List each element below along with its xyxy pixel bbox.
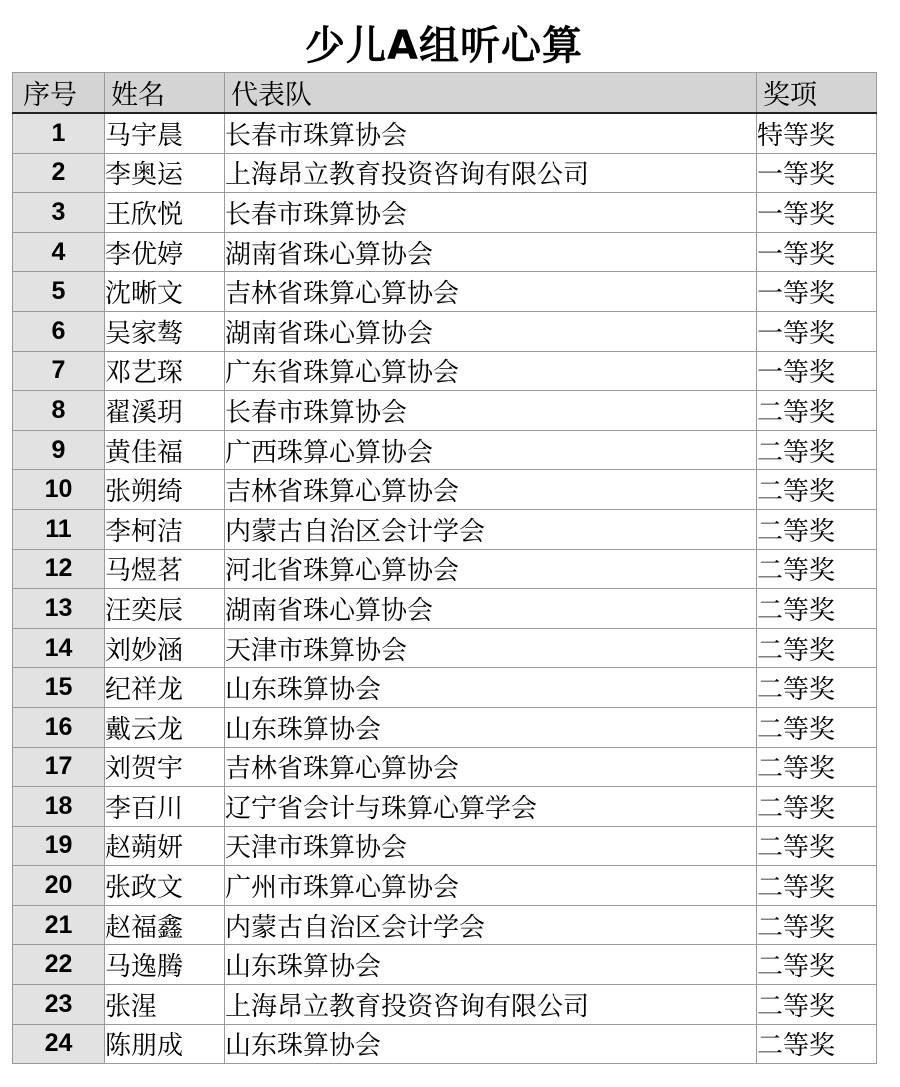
award-cell: 一等奖 — [757, 153, 877, 193]
team-cell: 辽宁省会计与珠算心算学会 — [225, 787, 757, 827]
team-cell: 山东珠算协会 — [225, 668, 757, 708]
name-cell: 王欣悦 — [105, 193, 225, 233]
name-cell: 吴家骜 — [105, 311, 225, 351]
header-award: 奖项 — [757, 73, 877, 114]
team-cell: 天津市珠算协会 — [225, 826, 757, 866]
rank-cell: 1 — [13, 113, 105, 153]
award-cell: 二等奖 — [757, 470, 877, 510]
rank-cell: 8 — [13, 391, 105, 431]
award-cell: 二等奖 — [757, 391, 877, 431]
table-row — [13, 153, 877, 193]
table-row — [13, 945, 877, 985]
award-cell: 二等奖 — [757, 628, 877, 668]
table-row — [13, 272, 877, 312]
table-row — [13, 787, 877, 827]
rank-cell: 6 — [13, 311, 105, 351]
team-cell: 内蒙古自治区会计学会 — [225, 905, 757, 945]
header-number: 序号 — [13, 73, 105, 114]
team-cell: 湖南省珠心算协会 — [225, 311, 757, 351]
rank-cell: 18 — [13, 787, 105, 827]
name-cell: 沈晰文 — [105, 272, 225, 312]
name-cell: 邓艺琛 — [105, 351, 225, 391]
name-cell: 李柯洁 — [105, 509, 225, 549]
team-cell: 上海昂立教育投资咨询有限公司 — [225, 153, 757, 193]
team-cell: 长春市珠算协会 — [225, 391, 757, 431]
rank-cell: 22 — [13, 945, 105, 985]
table-row — [13, 668, 877, 708]
table-row — [13, 311, 877, 351]
table-row — [13, 549, 877, 589]
rank-cell: 23 — [13, 985, 105, 1025]
name-cell: 纪祥龙 — [105, 668, 225, 708]
page-title: 少儿A组听心算 — [305, 23, 583, 69]
team-cell: 广西珠算心算协会 — [225, 430, 757, 470]
award-cell: 一等奖 — [757, 272, 877, 312]
header-team: 代表队 — [225, 73, 757, 114]
name-cell: 翟溪玥 — [105, 391, 225, 431]
table-row — [13, 232, 877, 272]
name-cell: 张政文 — [105, 866, 225, 906]
rank-cell: 10 — [13, 470, 105, 510]
rank-cell: 2 — [13, 153, 105, 193]
award-cell: 二等奖 — [757, 945, 877, 985]
header-row — [13, 73, 877, 114]
rank-cell: 4 — [13, 232, 105, 272]
award-cell: 二等奖 — [757, 707, 877, 747]
table-row — [13, 826, 877, 866]
team-cell: 山东珠算协会 — [225, 707, 757, 747]
award-cell: 一等奖 — [757, 351, 877, 391]
award-cell: 一等奖 — [757, 232, 877, 272]
rank-cell: 20 — [13, 866, 105, 906]
table-row — [13, 113, 877, 153]
table-row — [13, 470, 877, 510]
name-cell: 李奥运 — [105, 153, 225, 193]
name-cell: 刘妙涵 — [105, 628, 225, 668]
team-cell: 上海昂立教育投资咨询有限公司 — [225, 985, 757, 1025]
team-cell: 长春市珠算协会 — [225, 113, 757, 153]
award-cell: 二等奖 — [757, 747, 877, 787]
award-cell: 二等奖 — [757, 866, 877, 906]
award-cell: 二等奖 — [757, 787, 877, 827]
rank-cell: 9 — [13, 430, 105, 470]
award-cell: 二等奖 — [757, 549, 877, 589]
rank-cell: 14 — [13, 628, 105, 668]
rank-cell: 7 — [13, 351, 105, 391]
table-row — [13, 747, 877, 787]
team-cell: 山东珠算协会 — [225, 1024, 757, 1064]
award-cell: 二等奖 — [757, 589, 877, 629]
rank-cell: 15 — [13, 668, 105, 708]
award-cell: 二等奖 — [757, 1024, 877, 1064]
name-cell: 张湦 — [105, 985, 225, 1025]
name-cell: 黄佳福 — [105, 430, 225, 470]
rank-cell: 13 — [13, 589, 105, 629]
rank-cell: 19 — [13, 826, 105, 866]
table-row — [13, 430, 877, 470]
team-cell: 湖南省珠心算协会 — [225, 232, 757, 272]
award-cell: 二等奖 — [757, 430, 877, 470]
table-body — [13, 113, 877, 1064]
table-row — [13, 589, 877, 629]
rank-cell: 16 — [13, 707, 105, 747]
award-cell: 二等奖 — [757, 509, 877, 549]
table-row — [13, 707, 877, 747]
team-cell: 广东省珠算心算协会 — [225, 351, 757, 391]
award-cell: 一等奖 — [757, 311, 877, 351]
name-cell: 张朔绮 — [105, 470, 225, 510]
name-cell: 李百川 — [105, 787, 225, 827]
table-row — [13, 628, 877, 668]
team-cell: 广州市珠算心算协会 — [225, 866, 757, 906]
table-row — [13, 193, 877, 233]
name-cell: 赵福鑫 — [105, 905, 225, 945]
award-cell: 二等奖 — [757, 668, 877, 708]
table-row — [13, 985, 877, 1025]
team-cell: 天津市珠算协会 — [225, 628, 757, 668]
rank-cell: 24 — [13, 1024, 105, 1064]
team-cell: 山东珠算协会 — [225, 945, 757, 985]
rank-cell: 3 — [13, 193, 105, 233]
table-row — [13, 351, 877, 391]
name-cell: 马宇晨 — [105, 113, 225, 153]
award-cell: 一等奖 — [757, 193, 877, 233]
team-cell: 长春市珠算协会 — [225, 193, 757, 233]
rank-cell: 12 — [13, 549, 105, 589]
award-cell: 二等奖 — [757, 905, 877, 945]
name-cell: 汪奕辰 — [105, 589, 225, 629]
team-cell: 吉林省珠算心算协会 — [225, 747, 757, 787]
name-cell: 刘贺宇 — [105, 747, 225, 787]
results-table — [12, 72, 877, 1064]
name-cell: 陈朋成 — [105, 1024, 225, 1064]
rank-cell: 17 — [13, 747, 105, 787]
award-cell: 二等奖 — [757, 826, 877, 866]
table-row — [13, 905, 877, 945]
table-row — [13, 1024, 877, 1064]
table-row — [13, 509, 877, 549]
team-cell: 河北省珠算心算协会 — [225, 549, 757, 589]
name-cell: 马煜茗 — [105, 549, 225, 589]
name-cell: 马逸腾 — [105, 945, 225, 985]
award-cell: 特等奖 — [757, 113, 877, 153]
rank-cell: 5 — [13, 272, 105, 312]
name-cell: 戴云龙 — [105, 707, 225, 747]
rank-cell: 11 — [13, 509, 105, 549]
award-cell: 二等奖 — [757, 985, 877, 1025]
team-cell: 吉林省珠算心算协会 — [225, 272, 757, 312]
rank-cell: 21 — [13, 905, 105, 945]
table-row — [13, 391, 877, 431]
name-cell: 李优婷 — [105, 232, 225, 272]
header-name: 姓名 — [105, 73, 225, 114]
team-cell: 吉林省珠算心算协会 — [225, 470, 757, 510]
table-row — [13, 866, 877, 906]
name-cell: 赵蒴妍 — [105, 826, 225, 866]
team-cell: 内蒙古自治区会计学会 — [225, 509, 757, 549]
team-cell: 湖南省珠心算协会 — [225, 589, 757, 629]
